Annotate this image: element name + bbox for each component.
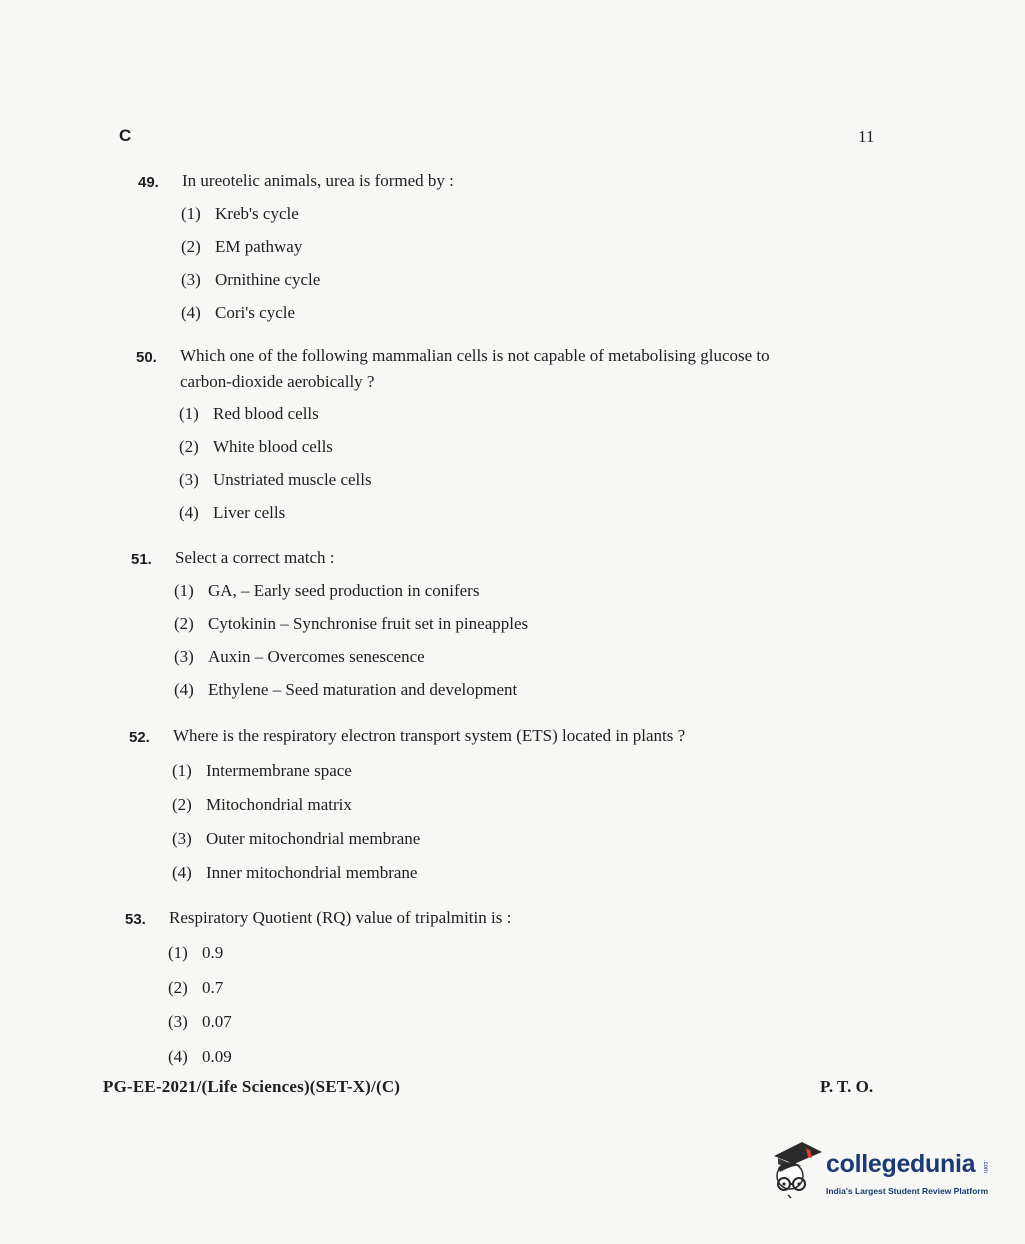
option-item: (3) Ornithine cycle	[181, 270, 321, 289]
option-item: (1) Intermembrane space	[172, 761, 352, 780]
options-list	[168, 940, 232, 1078]
options-list	[181, 201, 320, 333]
option-item: (1) Kreb's cycle	[181, 204, 299, 223]
mascot-logo-icon	[768, 1138, 824, 1200]
question-text: Select a correct match :	[175, 548, 335, 567]
options-list	[172, 758, 420, 894]
set-code: C	[119, 126, 132, 145]
option-item: (4) Inner mitochondrial membrane	[172, 863, 418, 882]
option-item: (2) Mitochondrial matrix	[172, 795, 352, 814]
question-text: Respiratory Quotient (RQ) value of tripalmitin is :	[169, 908, 512, 927]
option-item: (4) Cori's cycle	[181, 303, 296, 322]
question-number: 49.	[138, 174, 159, 191]
option-item: (3) 0.07	[168, 1012, 232, 1031]
question-number: 50.	[136, 349, 157, 366]
collegedunia-watermark	[768, 1138, 998, 1200]
option-item: (3) Auxin – Overcomes senescence	[174, 647, 425, 666]
page-number: 11	[858, 127, 875, 146]
question-number: 53.	[125, 911, 146, 928]
pto-label: P. T. O.	[820, 1077, 874, 1096]
option-item: (3) Outer mitochondrial membrane	[172, 829, 421, 848]
question-number: 51.	[131, 551, 152, 568]
brand-tagline: India's Largest Student Review Platform	[826, 1186, 989, 1196]
option-item: (4) 0.09	[168, 1046, 232, 1066]
options-list	[174, 578, 528, 710]
option-item: (2) EM pathway	[181, 237, 303, 256]
question-text: Which one of the following mammalian cells is not capable of metabolising glucose to carbon-dioxide aerobically ?	[180, 346, 770, 391]
option-item: (1) Red blood cells	[179, 404, 319, 423]
question-number: 52.	[129, 729, 150, 746]
brand-domain: .com	[982, 1160, 988, 1174]
question-text: In ureotelic animals, urea is formed by :	[182, 171, 454, 190]
option-item: (4) Ethylene – Seed maturation and development	[174, 680, 518, 699]
option-item: (2) White blood cells	[179, 437, 333, 456]
question-text: Where is the respiratory electron transport system (ETS) located in plants ?	[173, 726, 686, 745]
brand-name: collegedunia	[826, 1150, 976, 1178]
option-item: (1) GA, – Early seed production in conifers	[174, 581, 480, 600]
option-item: (3) Unstriated muscle cells	[179, 470, 372, 489]
options-list	[179, 401, 372, 533]
option-item: (2) Cytokinin – Synchronise fruit set in pineapples	[174, 614, 529, 633]
option-item: (4) Liver cells	[179, 503, 286, 522]
paper-code: PG-EE-2021/(Life Sciences)(SET-X)/(C)	[103, 1077, 401, 1096]
option-item: (1) 0.9	[168, 943, 224, 962]
option-item: (2) 0.7	[168, 977, 224, 997]
